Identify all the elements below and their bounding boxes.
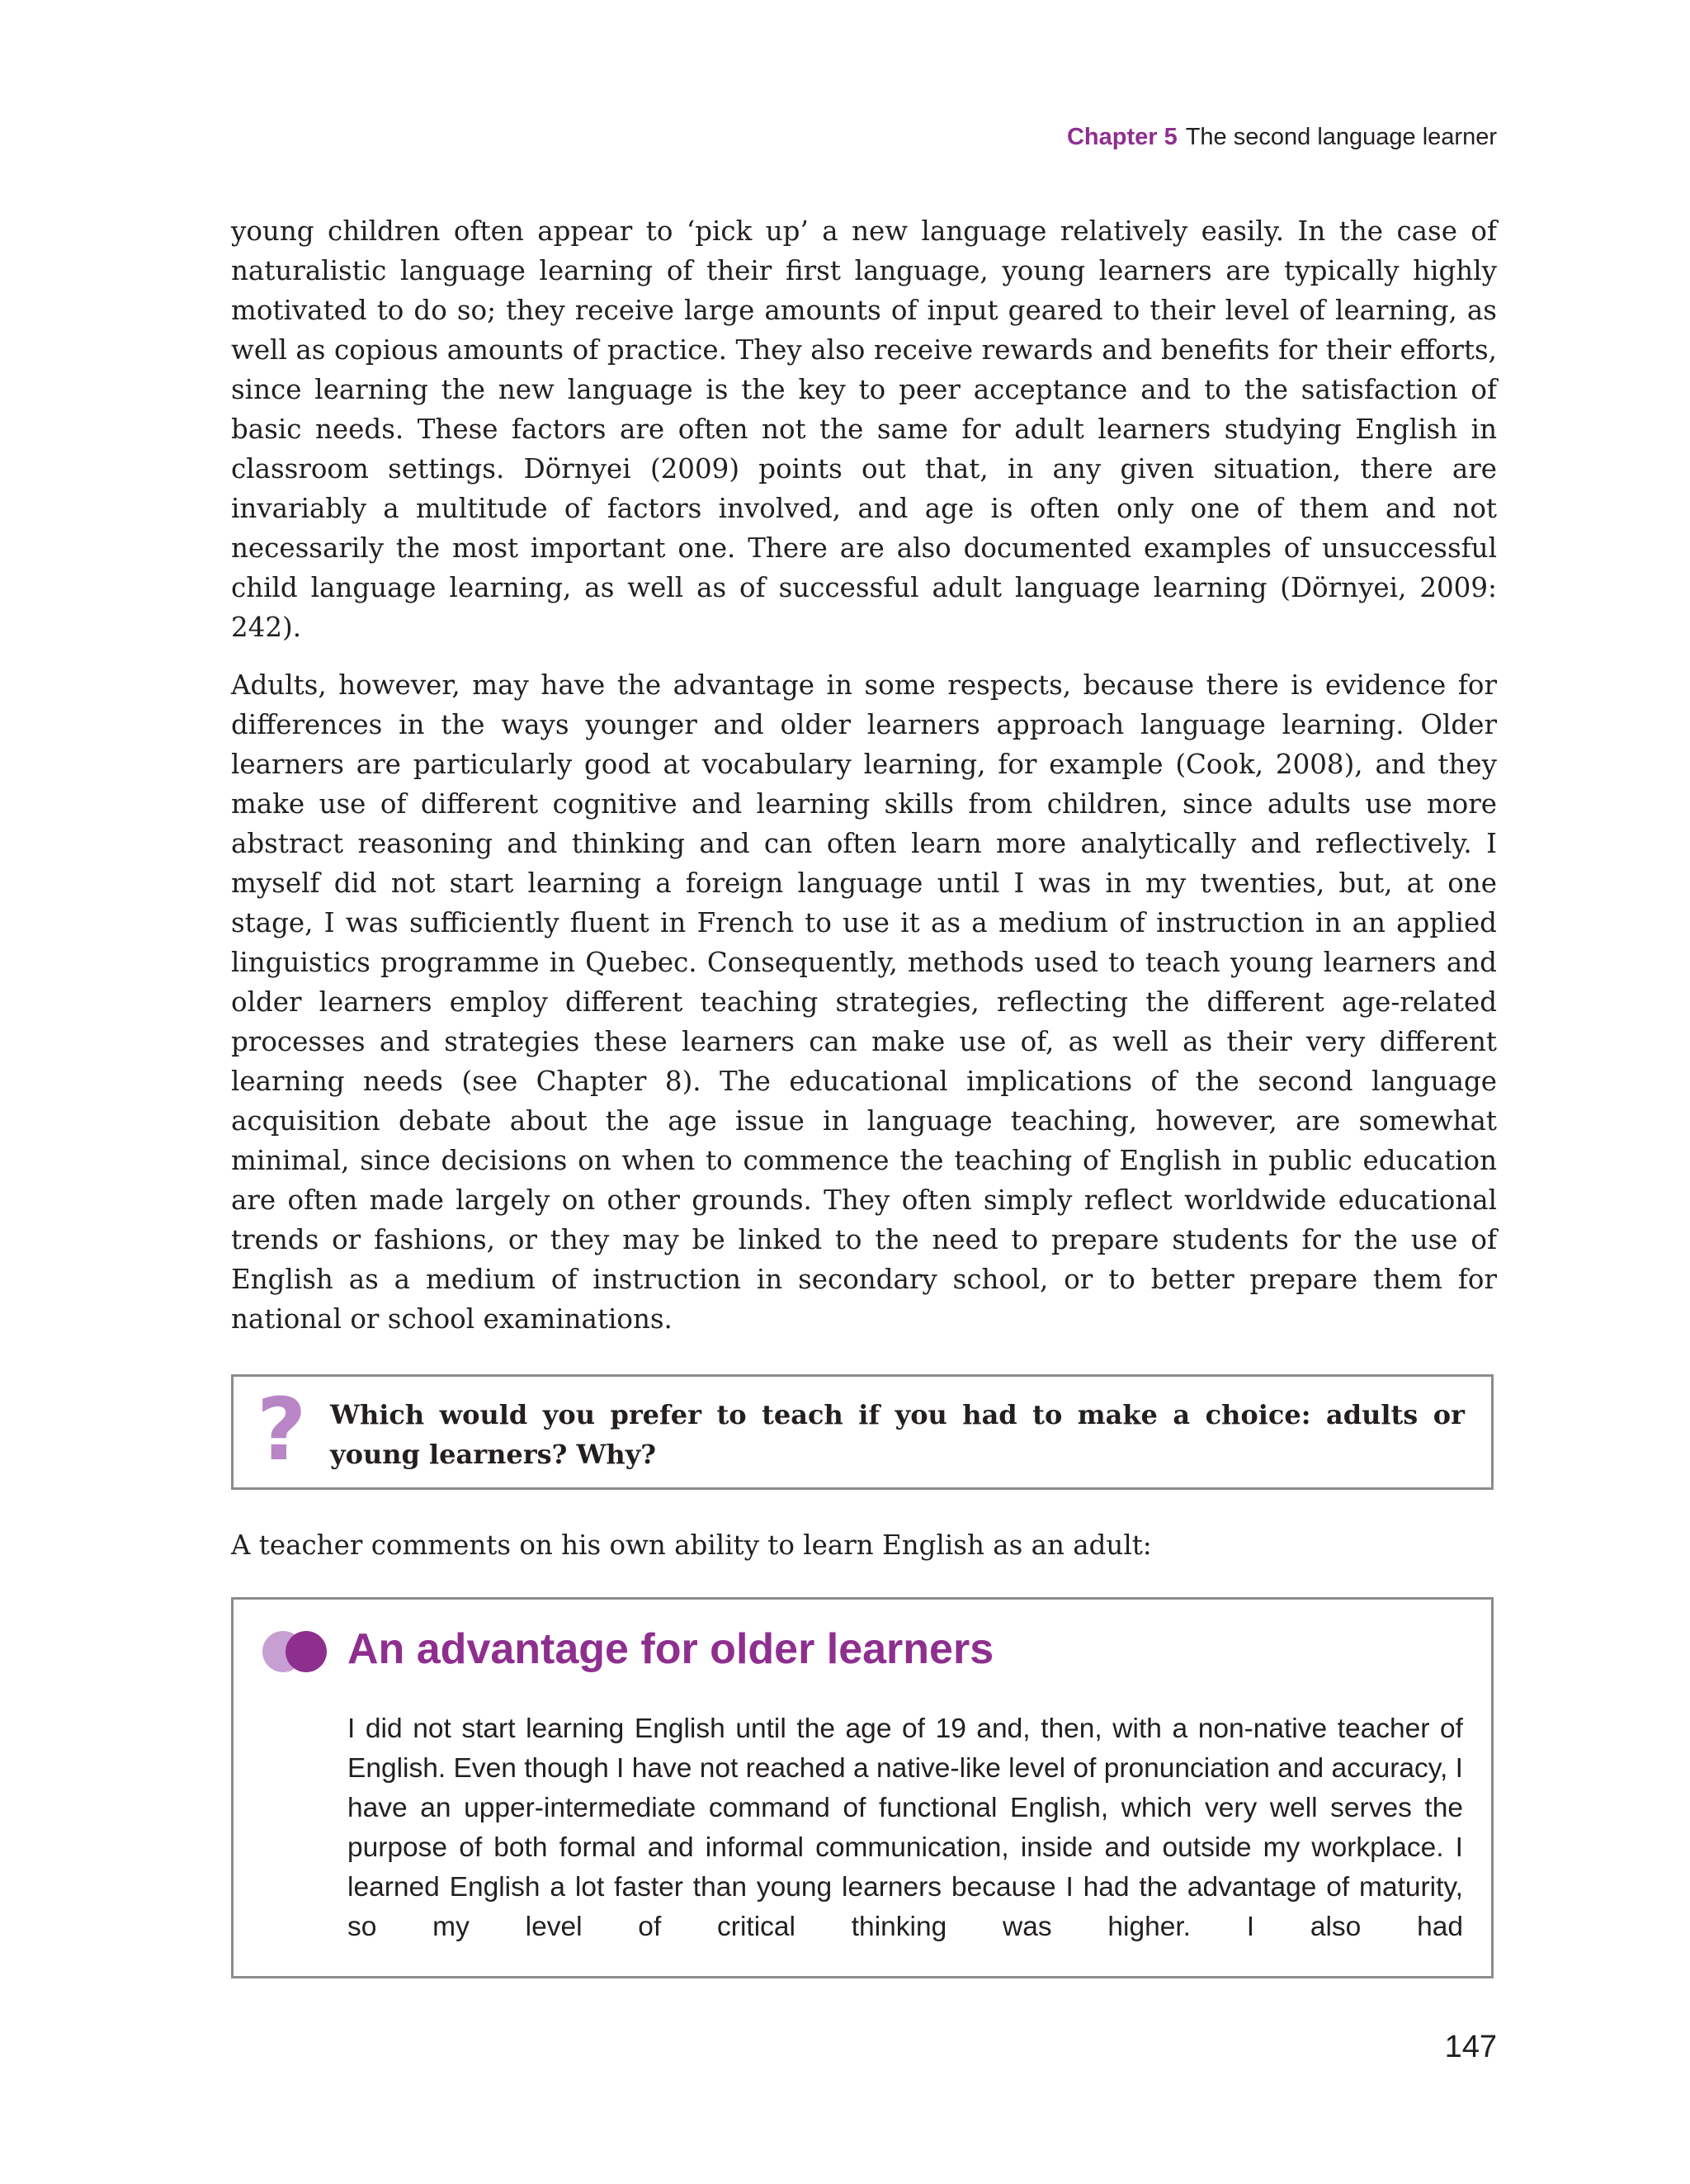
overlapping-circles-icon	[262, 1629, 332, 1674]
question-mark-icon: ?	[257, 1379, 307, 1480]
chapter-title: The second language learner	[1185, 124, 1497, 150]
page-number: 147	[1444, 2030, 1497, 2064]
chapter-label: Chapter 5	[1066, 124, 1178, 150]
reflection-question-box	[231, 1374, 1494, 1490]
case-study-text: I did not start learning English until the age of 19 and, then, with a non-native teacher of English. Even though I have not reached a native-like level of pronunciation and accuracy, I have an upper-intermediate command of functional English, which very well serves the purpose of both formal and informal communication, inside and outside my workplace. I learned English a lot faster than young learners because I had the advantage of maturity, so my level of critical thinking was higher. I also had	[347, 1714, 1463, 1942]
running-head	[1067, 124, 1497, 151]
case-intro-line: A teacher comments on his own ability to learn English as an adult:	[231, 1529, 1152, 1561]
body-paragraph-2: Adults, however, may have the advantage in some respects, because there is evidence for differences in the ways younger and older learners approach language learning. Older learners are particularly good at vocabulary learning, for example (Cook, 2008), and they make use of different cognitive and learning skills from children, since adults use more abstract reasoning and thinking and can often learn more analytically and reflectively. I myself did not start learning a foreign language until I was in my twenties, but, at one stage, I was sufficiently fluent in French to use it as a medium of instruction in an applied linguistics programme in Quebec. Consequently, methods used to teach young learners and older learners employ different teaching strategies, reflecting the different age-related processes and strategies these learners can make use of, as well as their very different learning needs (see Chapter 8). The educational implications of the second language acquisition debate about the age issue in language teaching, however, are somewhat minimal, since decisions on when to commence the teaching of English in public education are often made largely on other grounds. They often simply reflect worldwide educational trends or fashions, or they may be linked to the need to prepare students for the use of English as a medium of instruction in secondary school, or to better prepare them for national or school examinations.	[231, 669, 1497, 1335]
reflection-question-text: Which would you prefer to teach if you had to make a choice: adults or young learners? Why?	[330, 1399, 1465, 1470]
case-study-box	[231, 1597, 1494, 1978]
body-paragraph-1: young children often appear to ‘pick up’ a new language relatively easily. In the case of naturalistic language learning of their first language, young learners are typically highly motivated to do so; they receive large amounts of input geared to their level of learning, as well as copious amounts of practice. They also receive rewards and benefits for their efforts, since learning the new language is the key to peer acceptance and to the satisfaction of basic needs. These factors are often not the same for adult learners studying English in classroom settings. Dörnyei (2009) points out that, in any given situation, there are invariably a multitude of factors involved, and age is often only one of them and not necessarily the most important one. There are also documented examples of unsuccessful child language learning, as well as of successful adult language learning (Dörnyei, 2009: 242).	[231, 215, 1497, 643]
case-study-title: An advantage for older learners	[347, 1625, 994, 1673]
